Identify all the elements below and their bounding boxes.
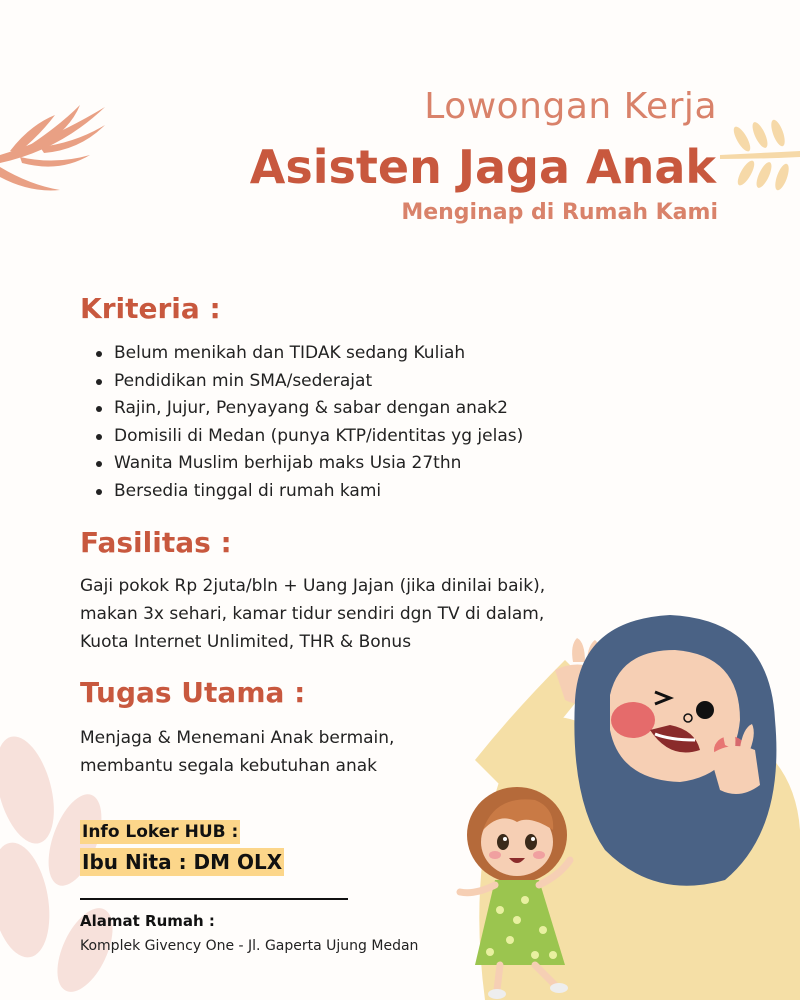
alamat-text: Komplek Givency One - Jl. Gaperta Ujung Medan	[80, 938, 419, 954]
fasilitas-text: Gaji pokok Rp 2juta/bln + Uang Jajan (jika dinilai baik), makan 3x sehari, kamar tidur sendiri dgn TV di dalam, Kuota Internet Unlimited, THR & Bonus	[80, 576, 546, 652]
divider	[80, 898, 348, 900]
list-item: Bersedia tinggal di rumah kami	[114, 478, 634, 506]
alamat-label: Alamat Rumah :	[80, 912, 215, 930]
page-subtitle: Menginap di Rumah Kami	[401, 200, 718, 225]
list-item: Rajin, Jujur, Penyayang & sabar dengan anak2	[114, 395, 634, 423]
info-contact: Ibu Nita : DM OLX	[82, 850, 283, 874]
title-top: Lowongan Kerja	[424, 86, 717, 127]
fasilitas-heading: Fasilitas :	[80, 526, 232, 559]
list-item: Wanita Muslim berhijab maks Usia 27thn	[114, 450, 634, 478]
girl-child-illustration	[455, 780, 595, 1000]
leaf-decoration-top-left-icon	[0, 95, 115, 195]
tugas-text: Menjaga & Menemani Anak bermain, membantu segala kebutuhan anak	[80, 728, 395, 776]
list-item: Domisili di Medan (punya KTP/identitas yg jelas)	[114, 423, 634, 451]
list-item: Pendidikan min SMA/sederajat	[114, 368, 634, 396]
leaf-decoration-top-right-icon	[720, 105, 800, 195]
kriteria-heading: Kriteria :	[80, 292, 221, 325]
tugas-heading: Tugas Utama :	[80, 676, 306, 709]
list-item: Belum menikah dan TIDAK sedang Kuliah	[114, 340, 634, 368]
kriteria-list	[80, 340, 634, 505]
info-label: Info Loker HUB :	[82, 822, 239, 842]
page-title: Asisten Jaga Anak	[249, 140, 716, 194]
